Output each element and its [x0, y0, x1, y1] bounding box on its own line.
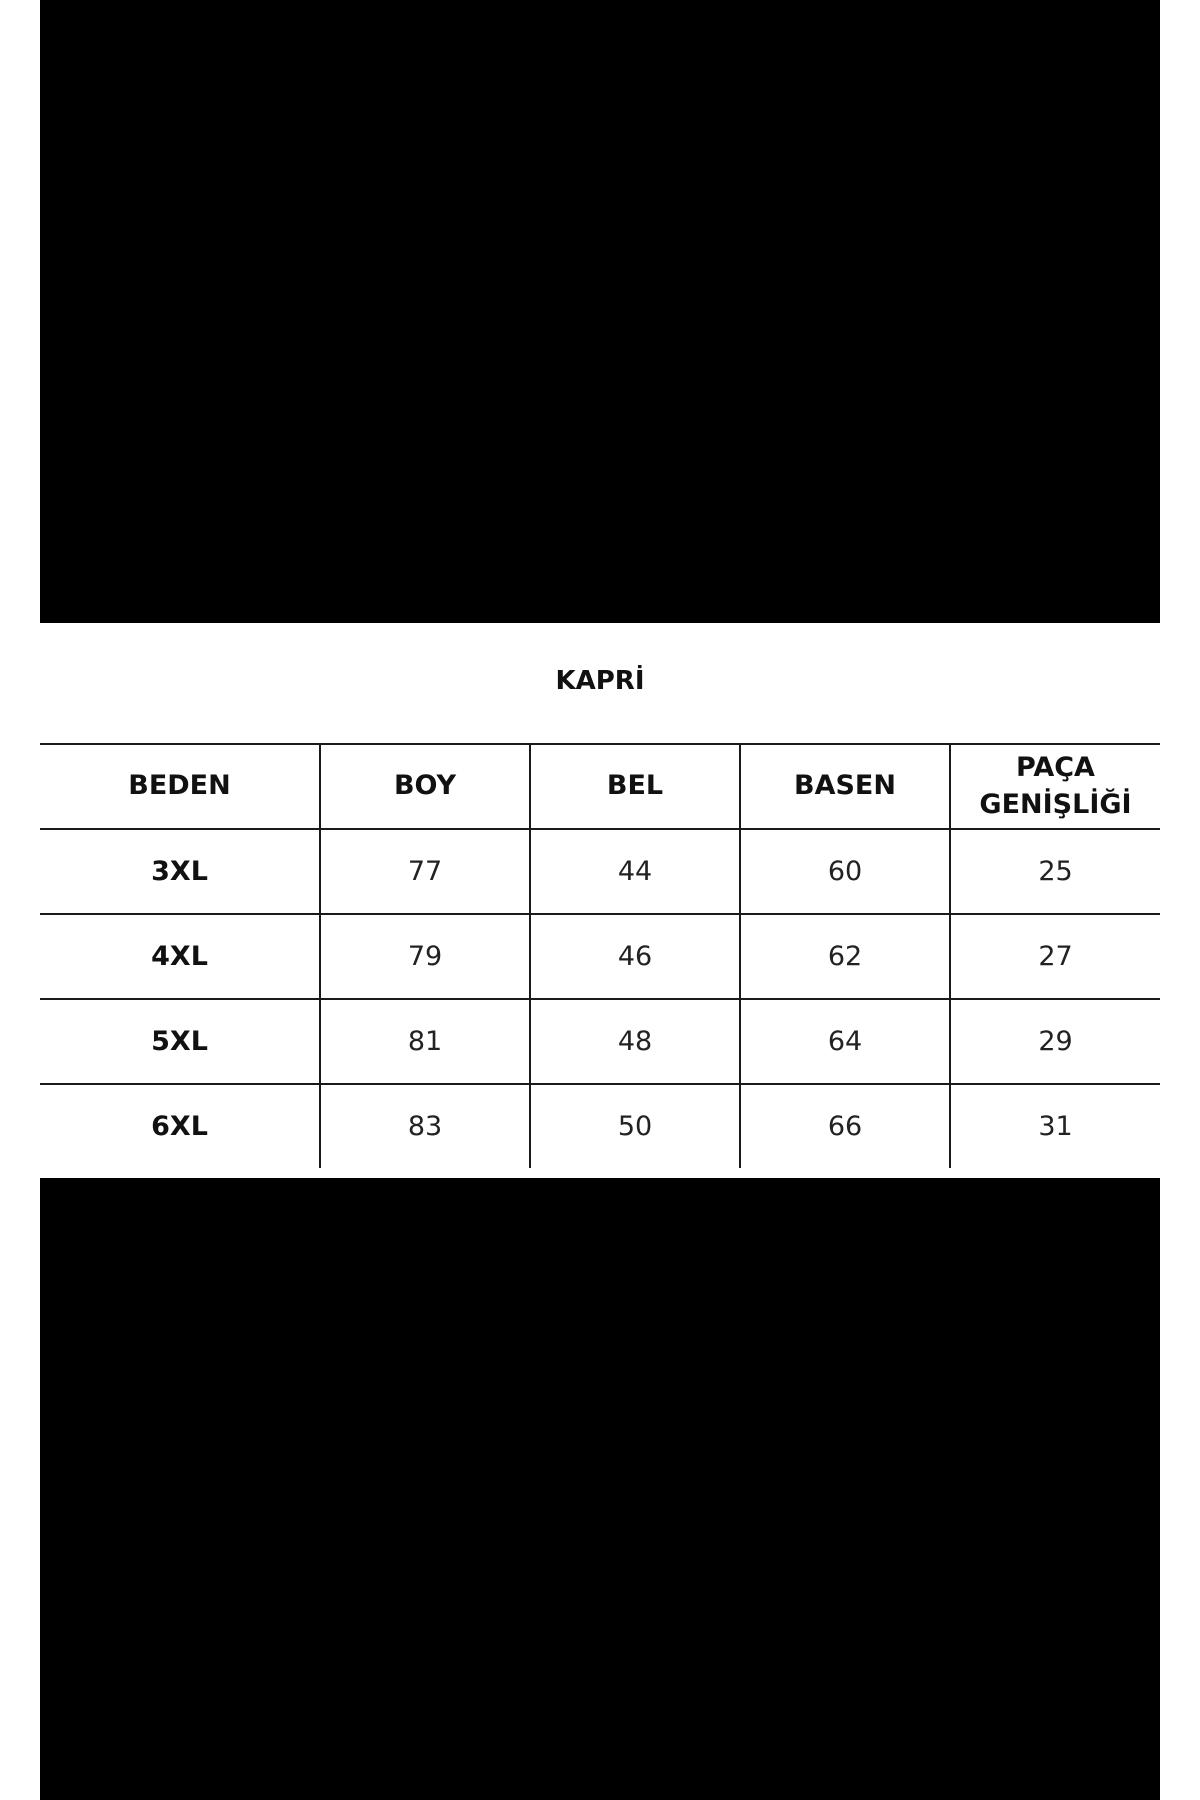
- paca-cell: 27: [950, 914, 1160, 999]
- bottom-black-area: [40, 1178, 1160, 1800]
- bel-cell: 48: [530, 999, 740, 1084]
- top-black-area: [40, 0, 1160, 623]
- header-beden: BEDEN: [40, 744, 320, 829]
- table-row: [40, 1084, 1160, 1168]
- header-bel: BEL: [530, 744, 740, 829]
- bel-cell: 44: [530, 829, 740, 914]
- paca-cell: 29: [950, 999, 1160, 1084]
- basen-cell: 60: [740, 829, 950, 914]
- table-row: [40, 914, 1160, 999]
- basen-cell: 62: [740, 914, 950, 999]
- size-chart-table: [40, 743, 1160, 1168]
- paca-cell: 25: [950, 829, 1160, 914]
- size-chart-title: KAPRİ: [555, 666, 645, 696]
- basen-cell: 66: [740, 1084, 950, 1168]
- header-paca-genisligi: PAÇA GENİŞLİĞİ: [950, 744, 1160, 829]
- header-boy: BOY: [320, 744, 530, 829]
- bel-cell: 46: [530, 914, 740, 999]
- size-cell: 6XL: [40, 1084, 320, 1168]
- size-chart-panel: [40, 623, 1160, 1178]
- boy-cell: 79: [320, 914, 530, 999]
- size-cell: 4XL: [40, 914, 320, 999]
- table-row: [40, 829, 1160, 914]
- size-cell: 5XL: [40, 999, 320, 1084]
- table-row: [40, 999, 1160, 1084]
- header-basen: BASEN: [740, 744, 950, 829]
- boy-cell: 77: [320, 829, 530, 914]
- basen-cell: 64: [740, 999, 950, 1084]
- paca-cell: 31: [950, 1084, 1160, 1168]
- bel-cell: 50: [530, 1084, 740, 1168]
- table-header-row: [40, 744, 1160, 829]
- boy-cell: 81: [320, 999, 530, 1084]
- boy-cell: 83: [320, 1084, 530, 1168]
- size-cell: 3XL: [40, 829, 320, 914]
